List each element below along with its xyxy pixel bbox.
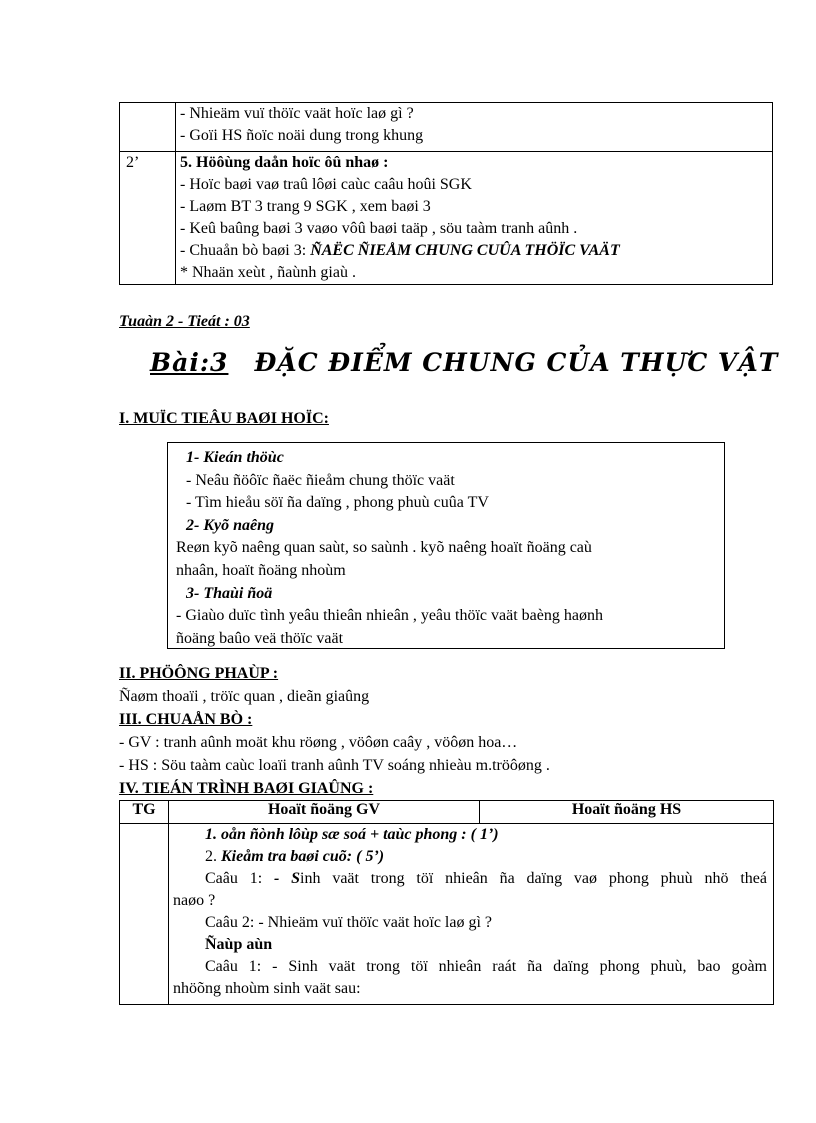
- step-1: 1. oån ñònh lôùp sæ soá + taùc phong : ( 1’): [205, 826, 499, 843]
- homework-heading: 5. Höôùng daån hoïc ôû nhaø :: [180, 154, 389, 171]
- lesson-title: [150, 348, 778, 377]
- text-line: - Hoïc baøi vaø traû lôøi caùc caâu hoûi SGK: [180, 176, 472, 193]
- text-line: nhaân, hoaït ñoäng nhoùm: [176, 561, 346, 579]
- process-table: [119, 800, 774, 1005]
- answer-1: Caâu 1: - Sinh vaät trong töï nhieân raát ña daïng phong phuù, bao goàm: [205, 958, 767, 975]
- q-mark: - S: [273, 870, 301, 887]
- activity-cell: [169, 824, 774, 1005]
- prepare-label: - Chuaån bò baøi 3:: [180, 242, 311, 259]
- section-methods-heading: II. PHÖÔNG PHAÙP :: [119, 665, 279, 682]
- skills-title: 2- Kyõ naêng: [186, 516, 274, 534]
- text-line: * Nhaän xeùt , ñaùnh giaù .: [180, 264, 356, 281]
- tg-cell: [120, 103, 176, 152]
- prepare-title: ÑAËC ÑIEÅM CHUNG CUÛA THÖÏC VAÄT: [310, 242, 620, 259]
- text-line: ñoäng baûo veä thöïc vaät: [176, 629, 344, 647]
- tg-cell: [120, 152, 176, 285]
- text-line: - Nhieäm vuï thöïc vaät hoïc laø gì ?: [180, 105, 414, 122]
- answer-heading: Ñaùp aùn: [205, 936, 273, 953]
- step-number: 2.: [205, 848, 221, 865]
- week-label: Tuaàn 2 - Tieát : 03: [119, 313, 250, 330]
- lesson-name: ĐẶC ĐIỂM CHUNG CỦA THỰC VẬT: [254, 348, 779, 377]
- attitude-title: 3- Thaùi ñoä: [186, 584, 273, 602]
- q-label: Caâu 1:: [205, 870, 274, 887]
- continuation-table: [119, 102, 773, 285]
- table-row: [120, 824, 774, 1005]
- text-line: - Giaùo duïc tình yeâu thieân nhieân , yeâu thöïc vaät baèng haønh: [176, 607, 603, 625]
- text-line: - Laøm BT 3 trang 9 SGK , xem baøi 3: [180, 198, 431, 215]
- text-line: [180, 240, 772, 262]
- content-cell: [176, 152, 773, 285]
- text-line: - Neâu ñöôïc ñaëc ñieåm chung thöïc vaät: [186, 471, 455, 489]
- table-row: [120, 103, 773, 152]
- objectives-box: [167, 442, 725, 649]
- section-preparation-heading: III. CHUAÅN BÒ :: [119, 711, 253, 728]
- prep-teacher: - GV : tranh aûnh moät khu röøng , vöôøn caây , vöôøn hoa…: [119, 734, 518, 751]
- answer-1-cont: nhöõng nhoùm sinh vaät sau:: [173, 980, 361, 997]
- table-header-row: [120, 801, 774, 824]
- knowledge-title: 1- Kieán thöùc: [186, 449, 284, 466]
- step-2: [173, 846, 767, 868]
- section-process-heading: IV. TIEÁN TRÌNH BAØI GIAÛNG :: [119, 780, 374, 797]
- q-text: inh vaät trong töï nhieân ña daïng vaø phong phuù nhö theá: [300, 870, 767, 887]
- step-title: Kieåm tra baøi cuõ: ( 5’): [221, 848, 385, 865]
- col-hs-header: Hoaït ñoäng HS: [480, 801, 774, 824]
- content-cell: [176, 103, 773, 152]
- table-row: [120, 152, 773, 285]
- text-line: - Goïi HS ñoïc noäi dung trong khung: [180, 127, 424, 144]
- col-gv-header: Hoaït ñoäng GV: [169, 801, 480, 824]
- question-1-cont: naøo ?: [173, 892, 216, 909]
- col-tg-header: TG: [120, 801, 169, 824]
- time-value: 2’: [126, 154, 140, 171]
- methods-text: Ñaøm thoaïi , tröïc quan , dieãn giaûng: [119, 688, 370, 705]
- question-1: [173, 868, 767, 890]
- tg-cell: [120, 824, 169, 1005]
- section-objectives-heading: I. MUÏC TIEÂU BAØI HOÏC:: [119, 410, 329, 427]
- prep-students: - HS : Söu taàm caùc loaïi tranh aûnh TV soáng nhieàu m.tröôøng .: [119, 757, 550, 774]
- text-line: - Keû baûng baøi 3 vaøo vôû baøi taäp , söu taàm tranh aûnh .: [180, 220, 578, 237]
- question-2: Caâu 2: - Nhieäm vuï thöïc vaät hoïc laø gì ?: [205, 914, 493, 931]
- lesson-number: Bài:3: [150, 348, 229, 377]
- text-line: Reøn kyõ naêng quan saùt, so saùnh . kyõ naêng hoaït ñoäng caù: [176, 539, 592, 557]
- text-line: - Tìm hieåu söï ña daïng , phong phuù cuûa TV: [186, 494, 489, 512]
